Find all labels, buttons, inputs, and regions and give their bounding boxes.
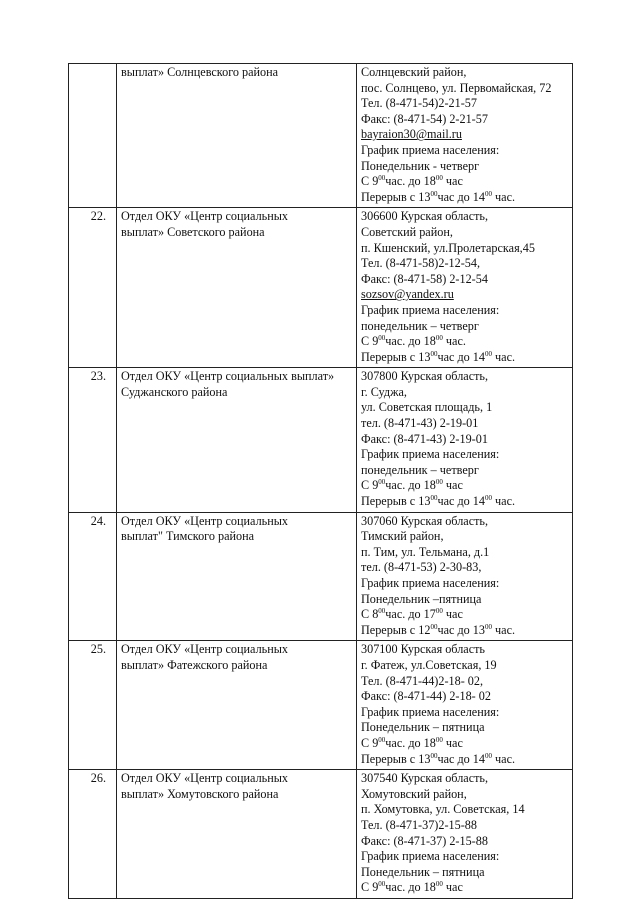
working-hours: С $9^{00}час$. до $18^{00}$ час xyxy=(361,174,463,189)
working-hours-from-min: 00 xyxy=(378,880,386,889)
address-line: п. Тим, ул. Тельмана, д.1 xyxy=(361,544,490,559)
schedule-days: Понедельник - четверг xyxy=(361,158,480,173)
working-hours-to-min: 00 xyxy=(435,880,443,889)
break-hours-to-hour: 14 xyxy=(472,349,485,364)
working-hours-to-min: 00 xyxy=(435,735,443,744)
offices-table xyxy=(68,63,573,899)
row-number: 26. xyxy=(69,770,117,899)
working-hours-from-hour: 9 xyxy=(372,880,379,895)
organization-cell xyxy=(117,368,357,512)
organization-cell xyxy=(117,641,357,770)
break-hours-to-min: 00 xyxy=(484,189,492,198)
break-hours: Перерыв с $13^{00}час$ до $14^{00}$ час. xyxy=(361,189,516,204)
break-hours-unit: час. xyxy=(495,622,516,637)
working-hours-to-min: 00 xyxy=(435,607,443,616)
working-hours-to-min: 00 xyxy=(435,174,443,183)
break-hours-from-min: 00 xyxy=(430,622,438,631)
schedule-title: График приема населения: xyxy=(361,447,500,462)
working-hours-unit: час xyxy=(445,174,463,189)
address-line: Тел. (8-471-37)2-15-88 xyxy=(361,817,477,832)
organization-name-line: выплат» Солнцевского района xyxy=(121,65,279,79)
working-hours-from-hour: 9 xyxy=(372,334,379,349)
schedule-title: График приема населения: xyxy=(361,302,500,317)
working-hours: С $9^{00}час$. до $18^{00}$ час xyxy=(361,880,463,895)
working-hours-unit: час xyxy=(445,880,463,895)
address-line: 307800 Курская область, xyxy=(361,369,489,384)
working-hours: С $9^{00}час$. до $18^{00}$ час xyxy=(361,735,463,750)
break-hours: Перерыв с $12^{00}час$ до $13^{00}$ час. xyxy=(361,622,516,637)
schedule-days: понедельник – четверг xyxy=(361,318,479,333)
row-number: 23. xyxy=(69,368,117,512)
break-hours-from-hour: 13 xyxy=(418,751,431,766)
contacts-cell xyxy=(357,208,573,368)
address-line: Тел. (8-471-54)2-21-57 xyxy=(361,96,477,111)
row-number: 25. xyxy=(69,641,117,770)
organization-name-line: Отдел ОКУ «Центр социальных xyxy=(121,771,289,786)
working-hours-to-hour: 17 xyxy=(423,607,436,622)
address-line: 307540 Курская область, xyxy=(361,771,489,786)
address-line: ул. Советская площадь, 1 xyxy=(361,400,493,415)
working-hours-unit: час. xyxy=(445,334,466,349)
schedule-days: Понедельник –пятница xyxy=(361,591,482,606)
address-line: Факс: (8-471-43) 2-19-01 xyxy=(361,431,488,446)
offices-table-body xyxy=(69,64,573,899)
break-hours-from-hour: 13 xyxy=(418,494,431,509)
address-line: тел. (8-471-43) 2-19-01 xyxy=(361,416,479,431)
address-line: 307100 Курская область xyxy=(361,642,485,657)
break-hours-from-min: 00 xyxy=(430,349,438,358)
working-hours-from-min: 00 xyxy=(378,607,386,616)
address-line: Факс: (8-471-44) 2-18- 02 xyxy=(361,689,491,704)
working-hours: С $8^{00}час$. до $17^{00}$ час xyxy=(361,607,463,622)
address-line: Тимский район, xyxy=(361,529,444,544)
organization-name-line: Отдел ОКУ «Центр социальных выплат» xyxy=(121,369,335,384)
working-hours: С $9^{00}час$. до $18^{00}$ час. xyxy=(361,334,466,349)
organization-name-line: Отдел ОКУ «Центр социальных xyxy=(121,209,289,224)
address-line: 307060 Курская область, xyxy=(361,513,489,528)
break-hours-to-min: 00 xyxy=(484,494,492,503)
organization-cell xyxy=(117,770,357,899)
organization-cell xyxy=(117,208,357,368)
break-hours-unit: час. xyxy=(495,349,516,364)
address-line: г. Суджа, xyxy=(361,384,407,399)
address-line: Факс: (8-471-58) 2-12-54 xyxy=(361,271,488,286)
break-hours-from-min: 00 xyxy=(430,494,438,503)
break-hours-from-min: 00 xyxy=(430,189,438,198)
address-line: п. Кшенский, ул.Пролетарская,45 xyxy=(361,240,535,255)
schedule-title: График приема населения: xyxy=(361,704,500,719)
working-hours-from-hour: 9 xyxy=(372,478,379,493)
break-hours-to-hour: 14 xyxy=(472,189,485,204)
working-hours-unit: час xyxy=(445,735,463,750)
table-row xyxy=(69,64,573,208)
schedule-days: Понедельник – пятница xyxy=(361,864,485,879)
schedule-days: Понедельник – пятница xyxy=(361,720,485,735)
organization-name-line: выплат» Советского района xyxy=(121,224,265,239)
table-row xyxy=(69,512,573,641)
contacts-cell xyxy=(357,512,573,641)
working-hours-from-min: 00 xyxy=(378,174,386,183)
schedule-days: понедельник – четверг xyxy=(361,462,479,477)
row-number: 22. xyxy=(69,208,117,368)
address-line: Тел. (8-471-44)2-18- 02, xyxy=(361,673,484,688)
email-link[interactable]: bayraion30@mail.ru xyxy=(361,127,462,142)
working-hours-unit: час xyxy=(445,478,463,493)
address-line: п. Хомутовка, ул. Советская, 14 xyxy=(361,802,525,817)
address-line: Хомутовский район, xyxy=(361,786,467,801)
break-hours-from-hour: 13 xyxy=(418,189,431,204)
working-hours-from-hour: 9 xyxy=(372,735,379,750)
working-hours-to-hour: 18 xyxy=(423,174,436,189)
row-number: 24. xyxy=(69,512,117,641)
break-hours: Перерыв с $13^{00}час$ до $14^{00}$ час. xyxy=(361,494,516,509)
break-hours-to-min: 00 xyxy=(484,349,492,358)
break-hours-to-min: 00 xyxy=(484,751,492,760)
break-hours: Перерыв с $13^{00}час$ до $14^{00}$ час. xyxy=(361,751,516,766)
address-line: пос. Солнцево, ул. Первомайская, 72 xyxy=(361,80,552,95)
address-line: г. Фатеж, ул.Советская, 19 xyxy=(361,657,497,672)
organization-name-line: Суджанского района xyxy=(121,384,228,399)
table-row xyxy=(69,208,573,368)
address-line: Тел. (8-471-58)2-12-54, xyxy=(361,256,480,271)
working-hours-from-min: 00 xyxy=(378,334,386,343)
break-hours-to-hour: 14 xyxy=(472,494,485,509)
working-hours-to-hour: 18 xyxy=(423,334,436,349)
organization-cell xyxy=(117,64,357,208)
address-line: 306600 Курская область, xyxy=(361,209,489,224)
organization-name-line: выплат» Хомутовского района xyxy=(121,786,279,801)
table-row xyxy=(69,641,573,770)
table-row xyxy=(69,368,573,512)
break-hours-unit: час. xyxy=(495,494,516,509)
working-hours-from-min: 00 xyxy=(378,478,386,487)
schedule-title: График приема населения: xyxy=(361,142,500,157)
working-hours-from-hour: 9 xyxy=(372,174,379,189)
break-hours-unit: час. xyxy=(495,189,516,204)
break-hours-to-hour: 13 xyxy=(472,622,485,637)
schedule-title: График приема населения: xyxy=(361,849,500,864)
break-hours-from-hour: 13 xyxy=(418,349,431,364)
break-hours-unit: час. xyxy=(495,751,516,766)
address-line: тел. (8-471-53) 2-30-83, xyxy=(361,560,482,575)
schedule-title: График приема населения: xyxy=(361,576,500,590)
break-hours: Перерыв с $13^{00}час$ до $14^{00}$ час. xyxy=(361,349,516,364)
contacts-cell xyxy=(357,368,573,512)
break-hours-from-hour: 12 xyxy=(418,622,431,637)
contacts-cell xyxy=(357,641,573,770)
organization-name-line: Отдел ОКУ «Центр социальных xyxy=(121,642,289,657)
working-hours-from-hour: 8 xyxy=(372,607,379,622)
working-hours-to-min: 00 xyxy=(435,334,443,343)
organization-cell xyxy=(117,512,357,641)
contacts-cell xyxy=(357,64,573,208)
address-line: Факс: (8-471-54) 2-21-57 xyxy=(361,111,488,126)
address-line: Советский район, xyxy=(361,224,453,239)
working-hours-to-hour: 18 xyxy=(423,735,436,750)
contacts-cell xyxy=(357,770,573,899)
row-number xyxy=(69,64,117,208)
address-line: Солнцевский район, xyxy=(361,65,467,79)
working-hours-from-min: 00 xyxy=(378,735,386,744)
working-hours: С $9^{00}час$. до $18^{00}$ час xyxy=(361,478,463,493)
organization-name-line: Отдел ОКУ «Центр социальных xyxy=(121,513,289,528)
address-line: Факс: (8-471-37) 2-15-88 xyxy=(361,833,488,848)
working-hours-to-hour: 18 xyxy=(423,478,436,493)
organization-name-line: выплат» Фатежского района xyxy=(121,657,268,672)
working-hours-to-min: 00 xyxy=(435,478,443,487)
break-hours-to-hour: 14 xyxy=(472,751,485,766)
working-hours-to-hour: 18 xyxy=(423,880,436,895)
working-hours-unit: час xyxy=(445,607,463,622)
organization-name-line: выплат" Тимского района xyxy=(121,529,255,544)
email-link[interactable]: sozsov@yandex.ru xyxy=(361,287,454,302)
break-hours-from-min: 00 xyxy=(430,751,438,760)
break-hours-to-min: 00 xyxy=(484,622,492,631)
table-row xyxy=(69,770,573,899)
